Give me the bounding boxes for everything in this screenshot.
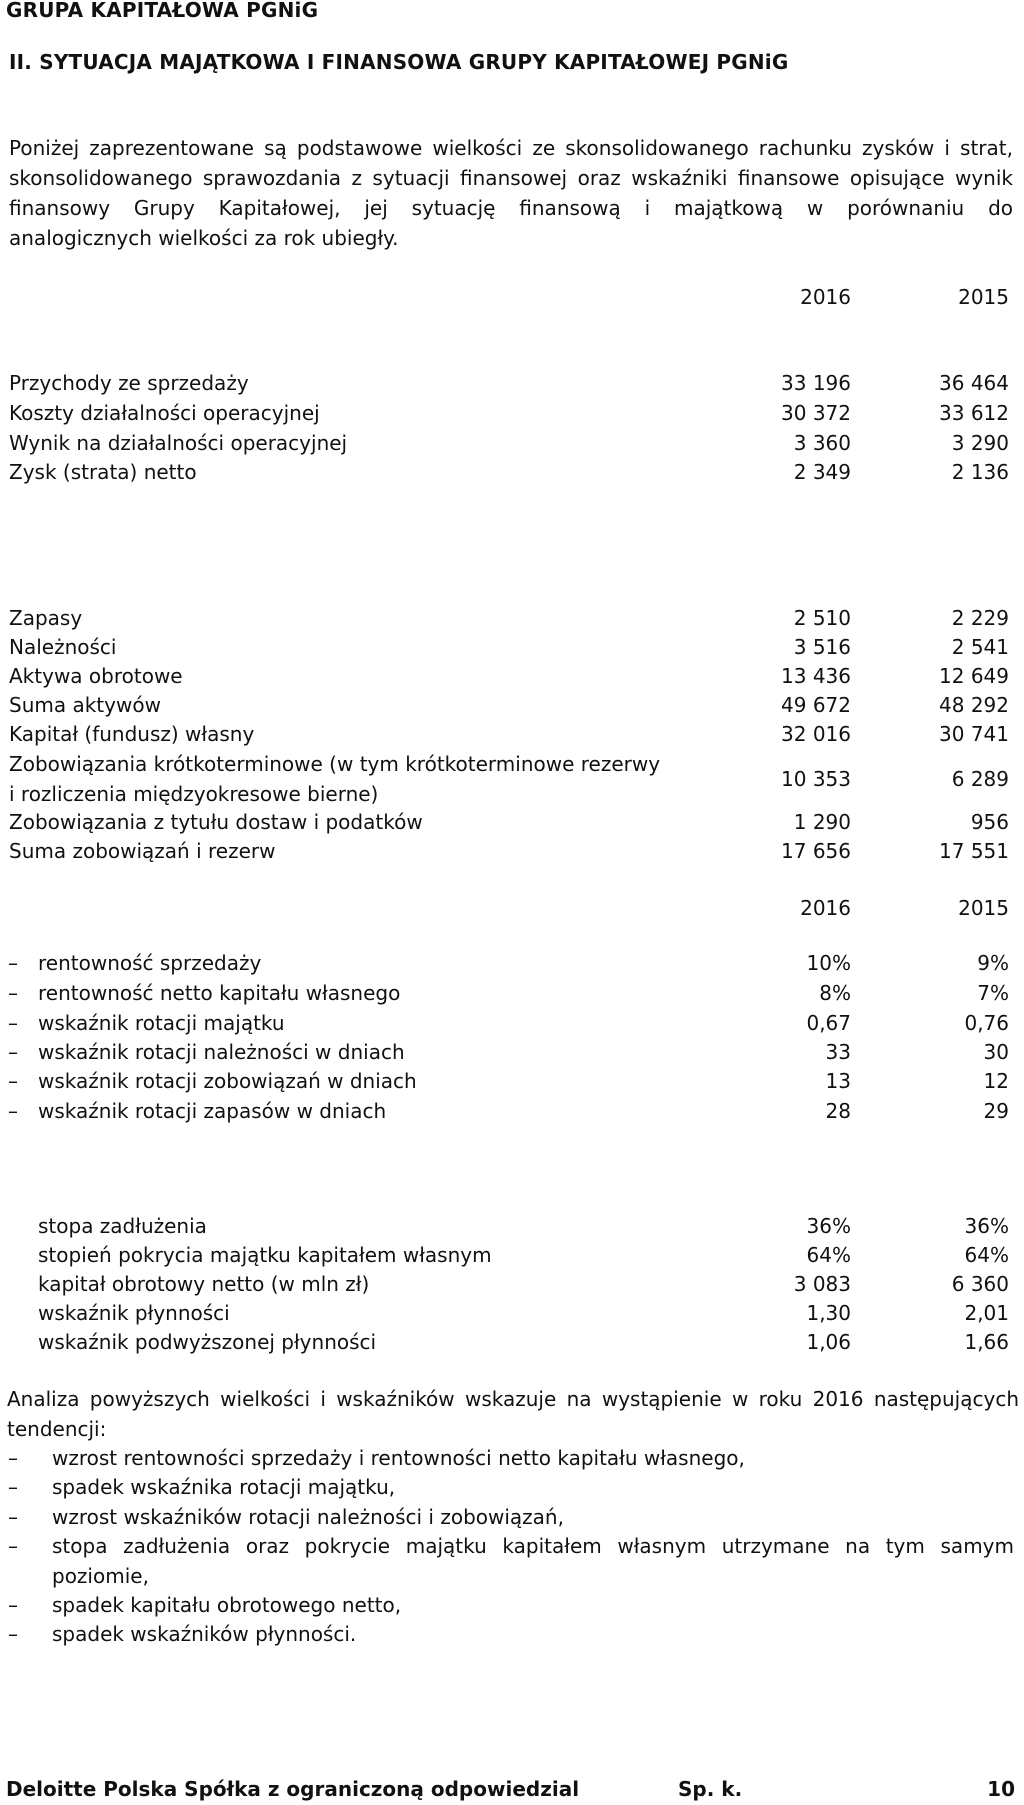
value-2016: 0,67 (806, 1011, 851, 1035)
table-row (0, 690, 1024, 720)
row-label: Suma aktywów (9, 693, 161, 717)
value-2015: 48 292 (939, 693, 1009, 717)
row-label: Wynik na działalności operacyjnej (9, 431, 348, 455)
table-row (0, 1327, 1024, 1357)
value-2015: 2,01 (964, 1301, 1009, 1325)
value-2016: 28 (825, 1099, 851, 1123)
dash-bullet: – (8, 1505, 18, 1529)
value-2015: 30 741 (939, 722, 1009, 746)
list-item-text-continued: poziomie, (52, 1564, 149, 1588)
row-label: Należności (9, 635, 117, 659)
value-2016: 8% (819, 981, 851, 1005)
table-row (0, 978, 1024, 1008)
year-header-2016: 2016 (800, 896, 851, 920)
table-row (0, 457, 1024, 487)
footer-firm: Deloitte Polska Spółka z ograniczoną odpowiedzial (6, 1777, 580, 1801)
row-label: Suma zobowiązań i rezerw (9, 839, 276, 863)
value-2015: 2 136 (951, 460, 1009, 484)
intro-line: analogicznych wielkości za rok ubiegły. (9, 226, 399, 250)
intro-line: Poniżej zaprezentowane są podstawowe wielkości ze skonsolidowanego rachunku zysków i strat, (9, 136, 1013, 160)
value-2016: 13 436 (781, 664, 851, 688)
dash-bullet: – (8, 1040, 18, 1064)
value-2016: 1,06 (806, 1330, 851, 1354)
table-row (0, 948, 1024, 978)
row-label: Koszty działalności operacyjnej (9, 401, 320, 425)
row-label: rentowność netto kapitału własnego (38, 981, 401, 1005)
table-row (0, 836, 1024, 866)
value-2015: 12 649 (939, 664, 1009, 688)
dash-bullet: – (8, 1069, 18, 1093)
row-label: wskaźnik rotacji zobowiązań w dniach (38, 1069, 417, 1093)
list-item-text: wzrost wskaźników rotacji należności i zobowiązań, (52, 1505, 564, 1529)
value-2015: 12 (983, 1069, 1009, 1093)
table-row (0, 1211, 1024, 1241)
dash-bullet: – (8, 1099, 18, 1123)
value-2015: 64% (964, 1243, 1009, 1267)
table-row (0, 719, 1024, 749)
analysis-intro (7, 1384, 1019, 1444)
table-row (0, 661, 1024, 691)
value-2016: 33 (825, 1040, 851, 1064)
row-label: wskaźnik rotacji zapasów w dniach (38, 1099, 387, 1123)
dash-bullet: – (8, 981, 18, 1005)
row-label: Zobowiązania krótkoterminowe (w tym krótkoterminowe rezerwy (9, 752, 661, 776)
list-item-text: wzrost rentowności sprzedaży i rentowności netto kapitału własnego, (52, 1446, 745, 1470)
row-label-continued: i rozliczenia międzyokresowe bierne) (9, 782, 379, 806)
intro-line: skonsolidowanego sprawozdania z sytuacji finansowej oraz wskaźniki finansowe opisujące wynik (9, 166, 1013, 190)
value-2016: 17 656 (781, 839, 851, 863)
value-2016: 10% (806, 951, 851, 975)
value-2016: 49 672 (781, 693, 851, 717)
value-2016: 64% (806, 1243, 851, 1267)
value-2015: 3 290 (951, 431, 1009, 455)
row-label: kapitał obrotowy netto (w mln zł) (38, 1272, 370, 1296)
list-item-text: stopa zadłużenia oraz pokrycie majątku kapitałem własnym utrzymane na tym samym (52, 1534, 1014, 1558)
value-2015: 2 229 (951, 606, 1009, 630)
value-2015: 1,66 (964, 1330, 1009, 1354)
value-2016: 13 (825, 1069, 851, 1093)
row-label: Zapasy (9, 606, 83, 630)
intro-paragraph (9, 133, 1013, 253)
value-2015: 956 (970, 810, 1009, 834)
row-label: wskaźnik podwyższonej płynności (38, 1330, 377, 1354)
row-label: Kapitał (fundusz) własny (9, 722, 255, 746)
value-2016: 30 372 (781, 401, 851, 425)
footer-suffix: Sp. k. (678, 1777, 743, 1801)
value-2015: 7% (977, 981, 1009, 1005)
table-row (0, 1240, 1024, 1270)
year-header-2015: 2015 (958, 896, 1009, 920)
value-2015: 36% (964, 1214, 1009, 1238)
list-item (0, 1443, 1024, 1473)
page-number: 10 (987, 1777, 1015, 1801)
company-header: GRUPA KAPITAŁOWA PGNiG (6, 0, 319, 22)
table-row (0, 1037, 1024, 1067)
list-item (0, 1472, 1024, 1502)
row-label: wskaźnik płynności (38, 1301, 230, 1325)
row-label: wskaźnik rotacji majątku (38, 1011, 285, 1035)
dash-bullet: – (8, 1534, 18, 1558)
table-row (0, 1269, 1024, 1299)
table-row (0, 428, 1024, 458)
value-2016: 3 360 (793, 431, 851, 455)
value-2016: 10 353 (781, 767, 851, 791)
value-2015: 2 541 (951, 635, 1009, 659)
value-2016: 36% (806, 1214, 851, 1238)
list-item (0, 1531, 1024, 1591)
value-2016: 1,30 (806, 1301, 851, 1325)
table-row (0, 749, 1024, 809)
value-2016: 2 349 (793, 460, 851, 484)
row-label: Aktywa obrotowe (9, 664, 183, 688)
section-title: II. SYTUACJA MAJĄTKOWA I FINANSOWA GRUPY KAPITAŁOWEJ PGNiG (9, 50, 789, 74)
analysis-intro-line: tendencji: (7, 1417, 107, 1441)
table-row (0, 1298, 1024, 1328)
table-row (0, 807, 1024, 837)
row-label: rentowność sprzedaży (38, 951, 262, 975)
value-2015: 33 612 (939, 401, 1009, 425)
dash-bullet: – (8, 1475, 18, 1499)
value-2015: 6 360 (951, 1272, 1009, 1296)
value-2015: 6 289 (951, 767, 1009, 791)
value-2016: 1 290 (793, 810, 851, 834)
row-label: stopa zadłużenia (38, 1214, 207, 1238)
list-item (0, 1590, 1024, 1620)
row-label: Zobowiązania z tytułu dostaw i podatków (9, 810, 423, 834)
dash-bullet: – (8, 1593, 18, 1617)
intro-line: finansowy Grupy Kapitałowej, jej sytuację finansową i majątkową w porównaniu do (9, 196, 1013, 220)
list-item (0, 1619, 1024, 1649)
row-label: Przychody ze sprzedaży (9, 371, 249, 395)
year-header-2016: 2016 (800, 285, 851, 309)
list-item-text: spadek wskaźników płynności. (52, 1622, 357, 1646)
table-row (0, 1008, 1024, 1038)
value-2016: 33 196 (781, 371, 851, 395)
list-item (0, 1502, 1024, 1532)
analysis-intro-line: Analiza powyższych wielkości i wskaźników wskazuje na wystąpienie w roku 2016 następujących (7, 1387, 1019, 1411)
list-item-text: spadek wskaźnika rotacji majątku, (52, 1475, 396, 1499)
year-header-2015: 2015 (958, 285, 1009, 309)
dash-bullet: – (8, 1622, 18, 1646)
value-2016: 3 083 (793, 1272, 851, 1296)
table-row (0, 398, 1024, 428)
table-row (0, 368, 1024, 398)
value-2015: 17 551 (939, 839, 1009, 863)
value-2016: 2 510 (793, 606, 851, 630)
value-2015: 9% (977, 951, 1009, 975)
value-2015: 36 464 (939, 371, 1009, 395)
row-label: Zysk (strata) netto (9, 460, 197, 484)
dash-bullet: – (8, 951, 18, 975)
table-row (0, 603, 1024, 633)
row-label: wskaźnik rotacji należności w dniach (38, 1040, 405, 1064)
value-2015: 0,76 (964, 1011, 1009, 1035)
dash-bullet: – (8, 1011, 18, 1035)
row-label: stopień pokrycia majątku kapitałem własnym (38, 1243, 492, 1267)
table-row (0, 1066, 1024, 1096)
list-item-text: spadek kapitału obrotowego netto, (52, 1593, 402, 1617)
value-2015: 29 (983, 1099, 1009, 1123)
value-2016: 32 016 (781, 722, 851, 746)
value-2015: 30 (983, 1040, 1009, 1064)
table-row (0, 632, 1024, 662)
table-row (0, 1096, 1024, 1126)
value-2016: 3 516 (793, 635, 851, 659)
dash-bullet: – (8, 1446, 18, 1470)
